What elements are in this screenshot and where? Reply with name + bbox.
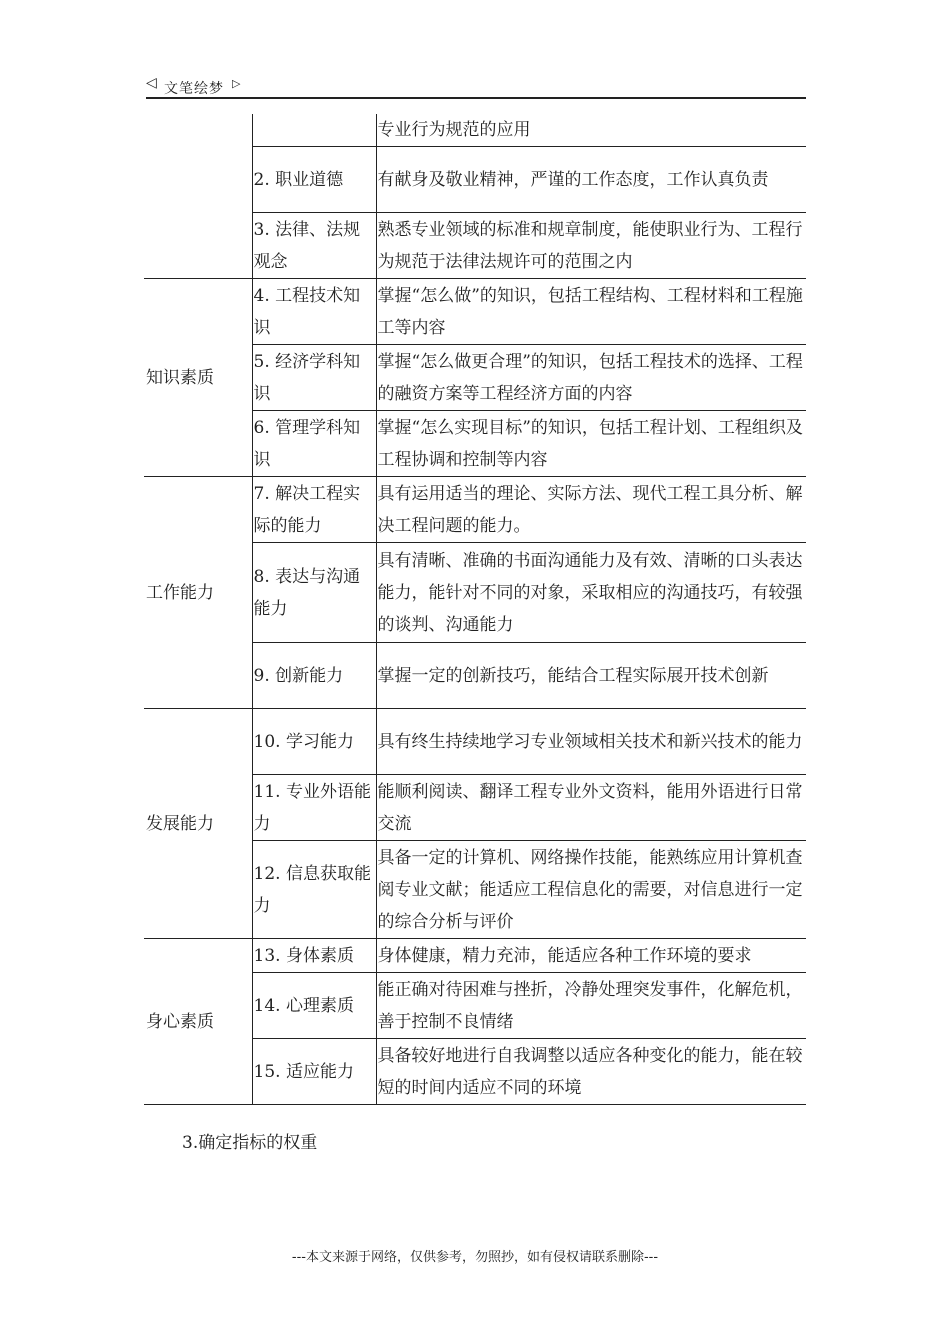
category-cell: 知识素质 (144, 279, 252, 477)
footer-disclaimer: ---本文来源于网络，仅供参考，勿照抄，如有侵权请联系删除--- (291, 1250, 659, 1265)
item-cell: 9. 创新能力 (252, 643, 376, 709)
item-cell: 4. 工程技术知识 (252, 279, 376, 345)
item-cell: 10. 学习能力 (252, 709, 376, 775)
description-cell: 熟悉专业领域的标准和规章制度，能使职业行为、工程行为规范于法律法规许可的范围之内 (376, 213, 806, 279)
quality-index-table (144, 114, 806, 1105)
item-cell: 8. 表达与沟通能力 (252, 543, 376, 643)
category-cell: 发展能力 (144, 709, 252, 939)
category-cell (144, 114, 252, 279)
item-cell: 15. 适应能力 (252, 1039, 376, 1105)
item-cell: 6. 管理学科知识 (252, 411, 376, 477)
table-row (144, 477, 806, 543)
brand-name: 文笔绘梦 (164, 81, 224, 97)
item-cell: 13. 身体素质 (252, 939, 376, 973)
description-cell: 有献身及敬业精神，严谨的工作态度，工作认真负责 (376, 147, 806, 213)
item-cell: 3. 法律、法规观念 (252, 213, 376, 279)
description-cell: 专业行为规范的应用 (376, 114, 806, 147)
table-row (144, 709, 806, 775)
description-cell: 具备一定的计算机、网络操作技能，能熟练应用计算机查阅专业文献；能适应工程信息化的需要，对信息进行一定的综合分析与评价 (376, 841, 806, 939)
item-cell: 12. 信息获取能力 (252, 841, 376, 939)
description-cell: 掌握“怎么做”的知识，包括工程结构、工程材料和工程施工等内容 (376, 279, 806, 345)
description-cell: 具有运用适当的理论、实际方法、现代工程工具分析、解决工程问题的能力。 (376, 477, 806, 543)
item-cell: 2. 职业道德 (252, 147, 376, 213)
header-rule (146, 97, 806, 99)
item-cell: 7. 解决工程实际的能力 (252, 477, 376, 543)
left-triangle-icon: ◁ (146, 75, 157, 91)
description-cell: 掌握“怎么实现目标”的知识，包括工程计划、工程组织及工程协调和控制等内容 (376, 411, 806, 477)
section-heading: 3.确定指标的权重 (182, 1133, 318, 1153)
description-cell: 掌握一定的创新技巧，能结合工程实际展开技术创新 (376, 643, 806, 709)
right-triangle-icon: ▷ (232, 77, 241, 90)
table-row (144, 114, 806, 147)
description-cell: 掌握“怎么做更合理”的知识，包括工程技术的选择、工程的融资方案等工程经济方面的内容 (376, 345, 806, 411)
description-cell: 身体健康，精力充沛，能适应各种工作环境的要求 (376, 939, 806, 973)
description-cell: 能正确对待困难与挫折，冷静处理突发事件，化解危机，善于控制不良情绪 (376, 973, 806, 1039)
description-cell: 具有清晰、准确的书面沟通能力及有效、清晰的口头表达能力，能针对不同的对象，采取相应的沟通技巧，有较强的谈判、沟通能力 (376, 543, 806, 643)
table-row (144, 939, 806, 973)
table-row (144, 279, 806, 345)
description-cell: 具有终生持续地学习专业领域相关技术和新兴技术的能力 (376, 709, 806, 775)
item-cell: 11. 专业外语能力 (252, 775, 376, 841)
category-cell: 身心素质 (144, 939, 252, 1105)
item-cell (252, 114, 376, 147)
description-cell: 具备较好地进行自我调整以适应各种变化的能力，能在较短的时间内适应不同的环境 (376, 1039, 806, 1105)
category-cell: 工作能力 (144, 477, 252, 709)
item-cell: 14. 心理素质 (252, 973, 376, 1039)
page-header (146, 74, 806, 98)
description-cell: 能顺利阅读、翻译工程专业外文资料，能用外语进行日常交流 (376, 775, 806, 841)
item-cell: 5. 经济学科知识 (252, 345, 376, 411)
